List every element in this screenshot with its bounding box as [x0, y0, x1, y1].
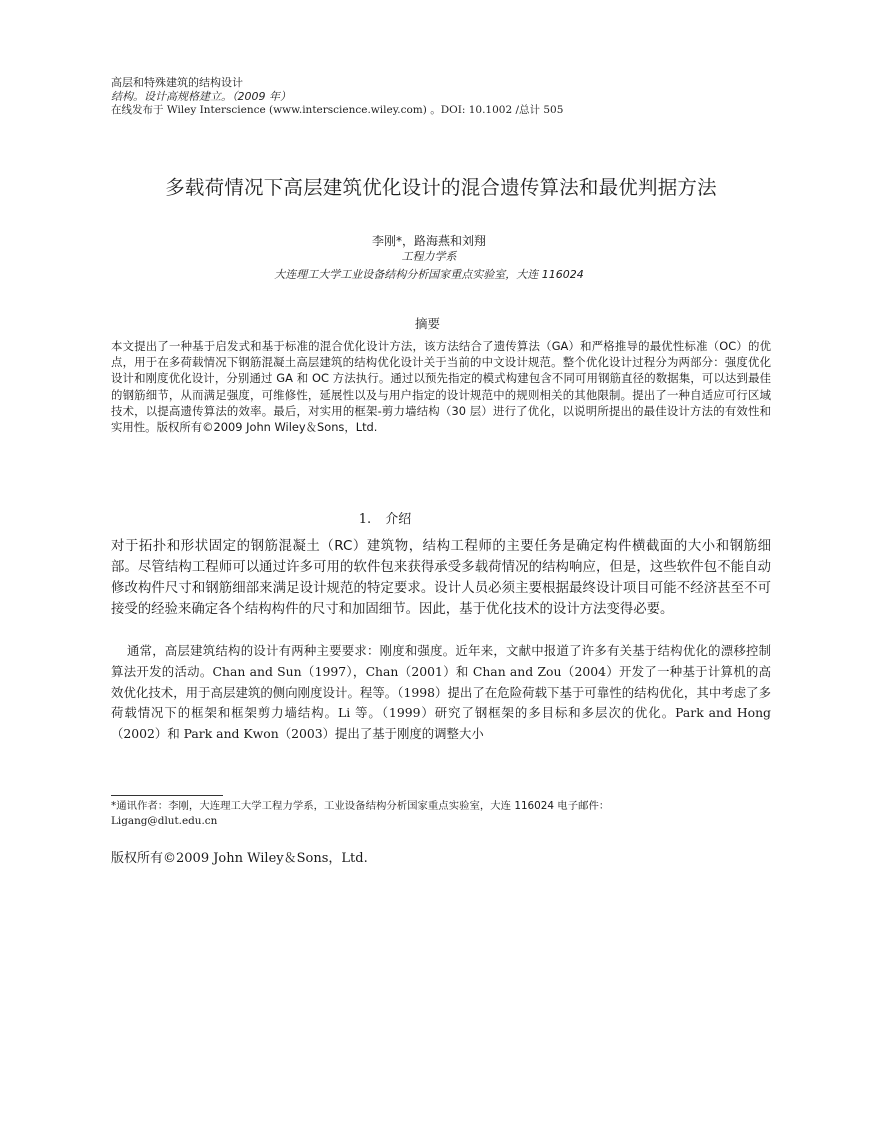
abstract-body: 本文提出了一种基于启发式和基于标准的混合优化设计方法，该方法结合了遗传算法（GA）和严格推导的最优性标准（OC）的优点，用于在多荷载情况下钢筋混凝土高层建筑的结构优化设计关于当前的中文设计规范。整个优化设计过程分为两部分：强度优化设计和刚度优化设计，分别通过 GA 和 OC 方法执行。通过以预先指定的模式构建包含不同可用钢筋直径的数据集，可以达到最佳的钢筋细节，从而满足强度，可维修性，延展性以及与用户指定的设计规范中的规则相关的其他限制。提出了一种自适应可行区域技术，以提高遗传算法的效率。最后，对实用的框架-剪力墙结构（30 层）进行了优化，以说明所提出的最佳设计方法的有效性和实用性。版权所有©2009 John Wiley＆Sons，Ltd. [111, 339, 771, 435]
section-title: 介绍 [385, 512, 412, 527]
journal-tagline: 结构。设计高规格建立。（2009 年） [111, 90, 291, 103]
footnote-text: *通讯作者：李刚，大连理工大学工程力学系，工业设备结构分析国家重点实验室，大连 116024 电子邮件： [111, 800, 610, 812]
footnote [111, 799, 751, 829]
online-publication-line: 在线发布于 Wiley Interscience (www.interscience.wiley.com) 。DOI: 10.1002 /总计 505 [111, 104, 564, 116]
department: 工程力学系 [401, 250, 457, 263]
intro-paragraph-1: 对于拓扑和形状固定的钢筋混凝土（RC）建筑物，结构工程师的主要任务是确定构件横截面的大小和钢筋细部。尽管结构工程师可以通过许多可用的软件包来获得承受多载荷情况的结构响应，但是，这些软件包不能自动修改构件尺寸和钢筋细部来满足设计规范的特定要求。设计人员必须主要根据最终设计项目可能不经济甚至不可接受的经验来确定各个结构构件的尺寸和加固细节。因此，基于优化技术的设计方法变得必要。 [111, 539, 771, 617]
paper-title: 多载荷情况下高层建筑优化设计的混合遗传算法和最优判据方法 [165, 176, 717, 199]
corresponding-email: Ligang@dlut.edu.cn [111, 815, 218, 827]
intro-paragraph-2: 通常，高层建筑结构的设计有两种主要要求：刚度和强度。近年来，文献中报道了许多有关基于结构优化的漂移控制算法开发的活动。Chan and Sun（1997），Chan（2001）和 Chan and Zou（2004）开发了一种基于计算机的高效优化技术，用于高层建筑的侧向刚度设计。程等。（1998）提出了在危险荷载下基于可靠性的结构优化，其中考虑了多荷载情况下的框架和框架剪力墙结构。Li 等。（1999）研究了钢框架的多目标和多层次的优化。Park and Hong（2002）和 Park and Kwon（2003）提出了基于刚度的调整大小 [111, 643, 771, 742]
abstract-heading: 摘要 [414, 316, 440, 331]
section-heading [0, 508, 770, 527]
laboratory-affiliation: 大连理工大学工业设备结构分析国家重点实验室，大连 116024 [274, 268, 584, 281]
copyright-notice: 版权所有©2009 John Wiley＆Sons，Ltd. [111, 851, 368, 866]
footnote-divider [111, 795, 223, 796]
authors: 李刚*，路海燕和刘翔 [371, 234, 486, 248]
section-number: 1. [358, 512, 372, 527]
journal-name: 高层和特殊建筑的结构设计 [111, 76, 243, 89]
